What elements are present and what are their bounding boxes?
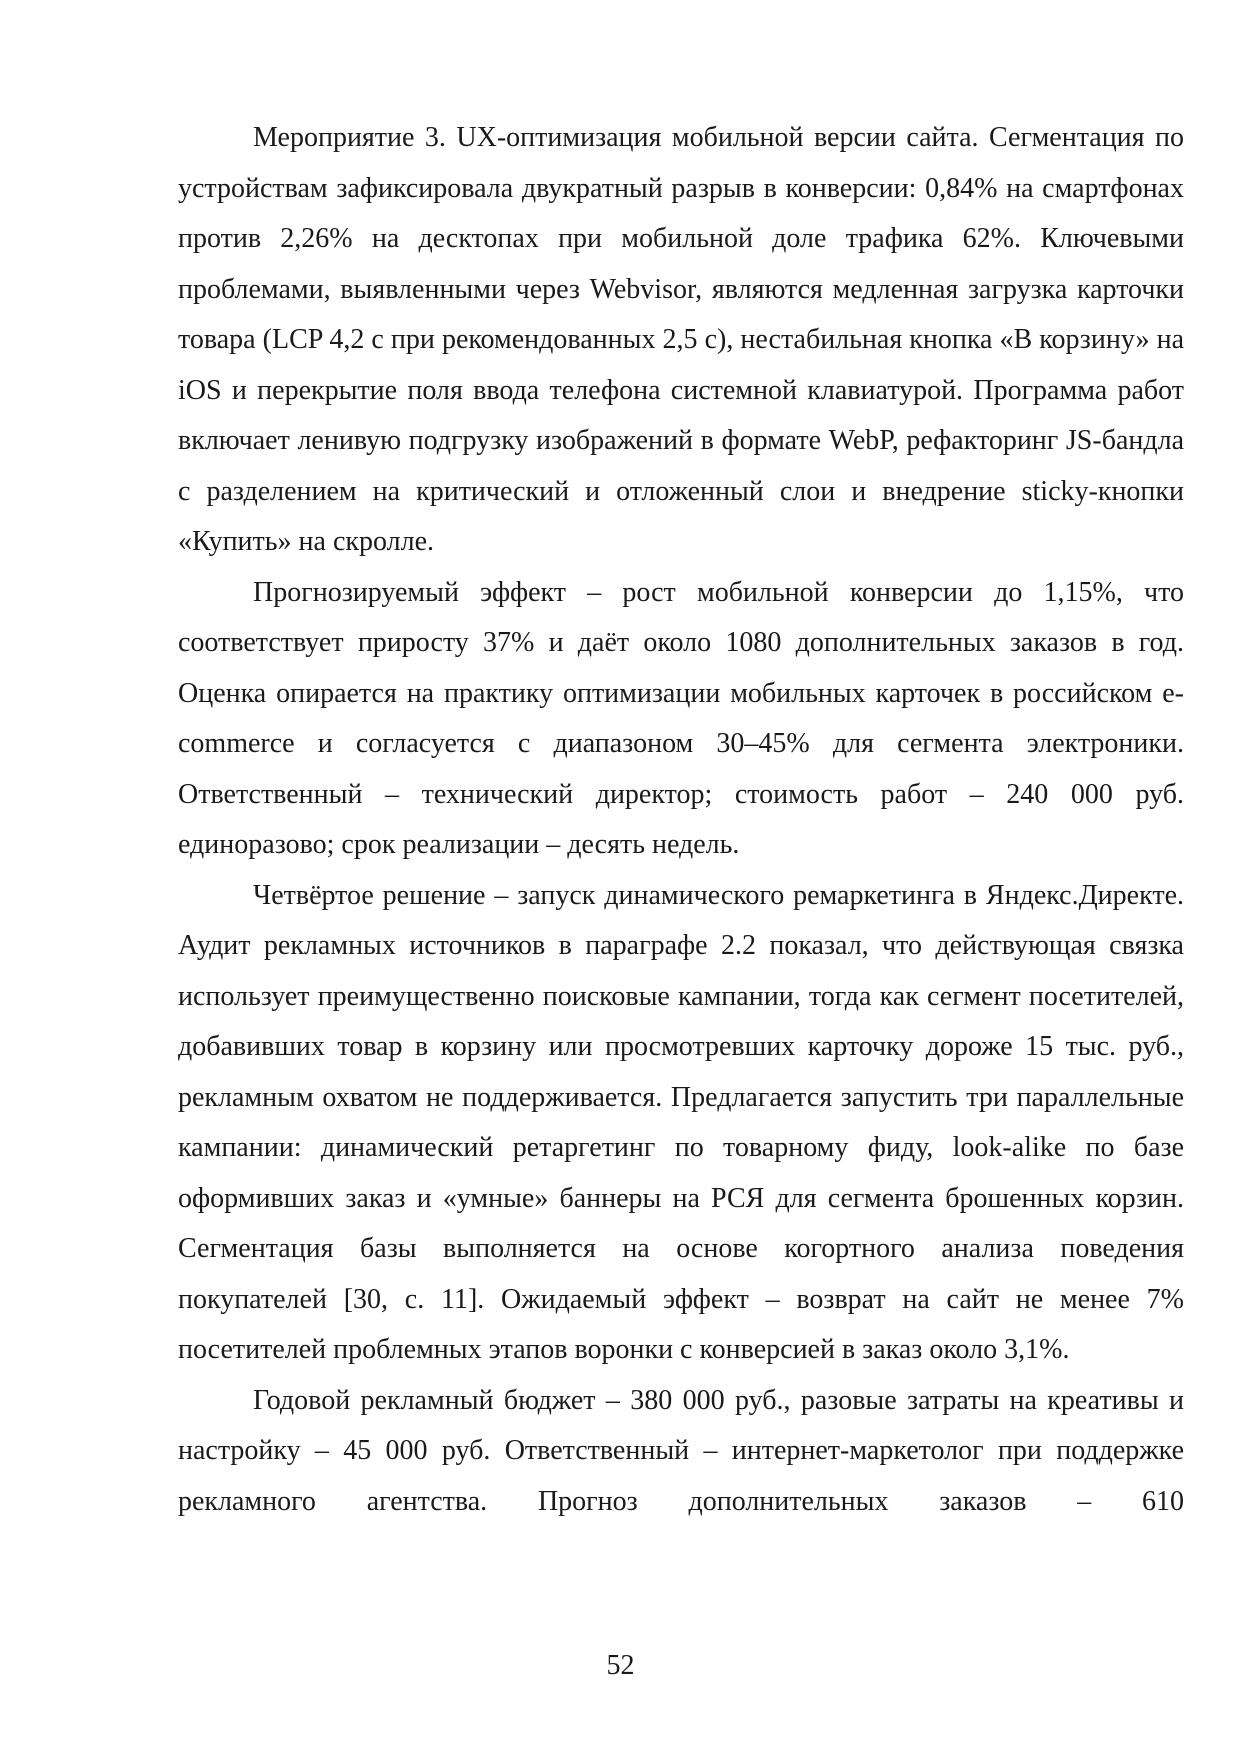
paragraph-measure-3: Мероприятие 3. UX-оптимизация мобильной версии сайта. Сегментация по устройствам зафиксировала двукратный разрыв в конверсии: 0,84% на смартфонах против 2,26% на десктопах при мобильной доле трафика 62%. Ключевыми проблемами, выявленными через Webvisor, являются медленная загрузка карточки товара (LCP 4,2 с при рекомендованных 2,5 с), нестабильная кнопка «В корзину» на iOS и перекрытие поля ввода телефона системной клавиатурой. Программа работ включает ленивую подгрузку изображений в формате WebP, рефакторинг JS-бандла с разделением на критический и отложенный слои и внедрение sticky-кнопки «Купить» на скролле.: [178, 122, 1184, 557]
paragraph-ad-budget: Годовой рекламный бюджет – 380 000 руб., разовые затраты на креативы и настройку – 45 000 руб. Ответственный – интернет-маркетолог при поддержке рекламного агентства. Прогноз дополнительных заказов – 610: [178, 1384, 1184, 1517]
paragraph-forecast-effect: Прогнозируемый эффект – рост мобильной конверсии до 1,15%, что соответствует приросту 37% и даёт около 1080 дополнительных заказов в год. Оценка опирается на практику оптимизации мобильных карточек в российском e-commerce и согласуется с диапазоном 30–45% для сегмента электроники. Ответственный – технический директор; стоимость работ – 240 000 руб. единоразово; срок реализации – десять недель.: [178, 576, 1184, 860]
page-number: 52: [606, 1650, 635, 1681]
paragraph-remarketing: Четвёртое решение – запуск динамического ремаркетинга в Яндекс.Директе. Аудит рекламных источников в параграфе 2.2 показал, что действующая связка использует преимущественно поисковые кампании, тогда как сегмент посетителей, добавивших товар в корзину или просмотревших карточку дороже 15 тыс. руб., рекламным охватом не поддерживается. Предлагается запустить три параллельные кампании: динамический ретаргетинг по товарному фиду, look-alike по базе оформивших заказ и «умные» баннеры на РСЯ для сегмента брошенных корзин. Сегментация базы выполняется на основе когортного анализа поведения покупателей [30, с. 11]. Ожидаемый эффект – возврат на сайт не менее 7% посетителей проблемных этапов воронки с конверсией в заказ около 3,1%.: [178, 879, 1184, 1365]
body-text: [178, 113, 1184, 1527]
